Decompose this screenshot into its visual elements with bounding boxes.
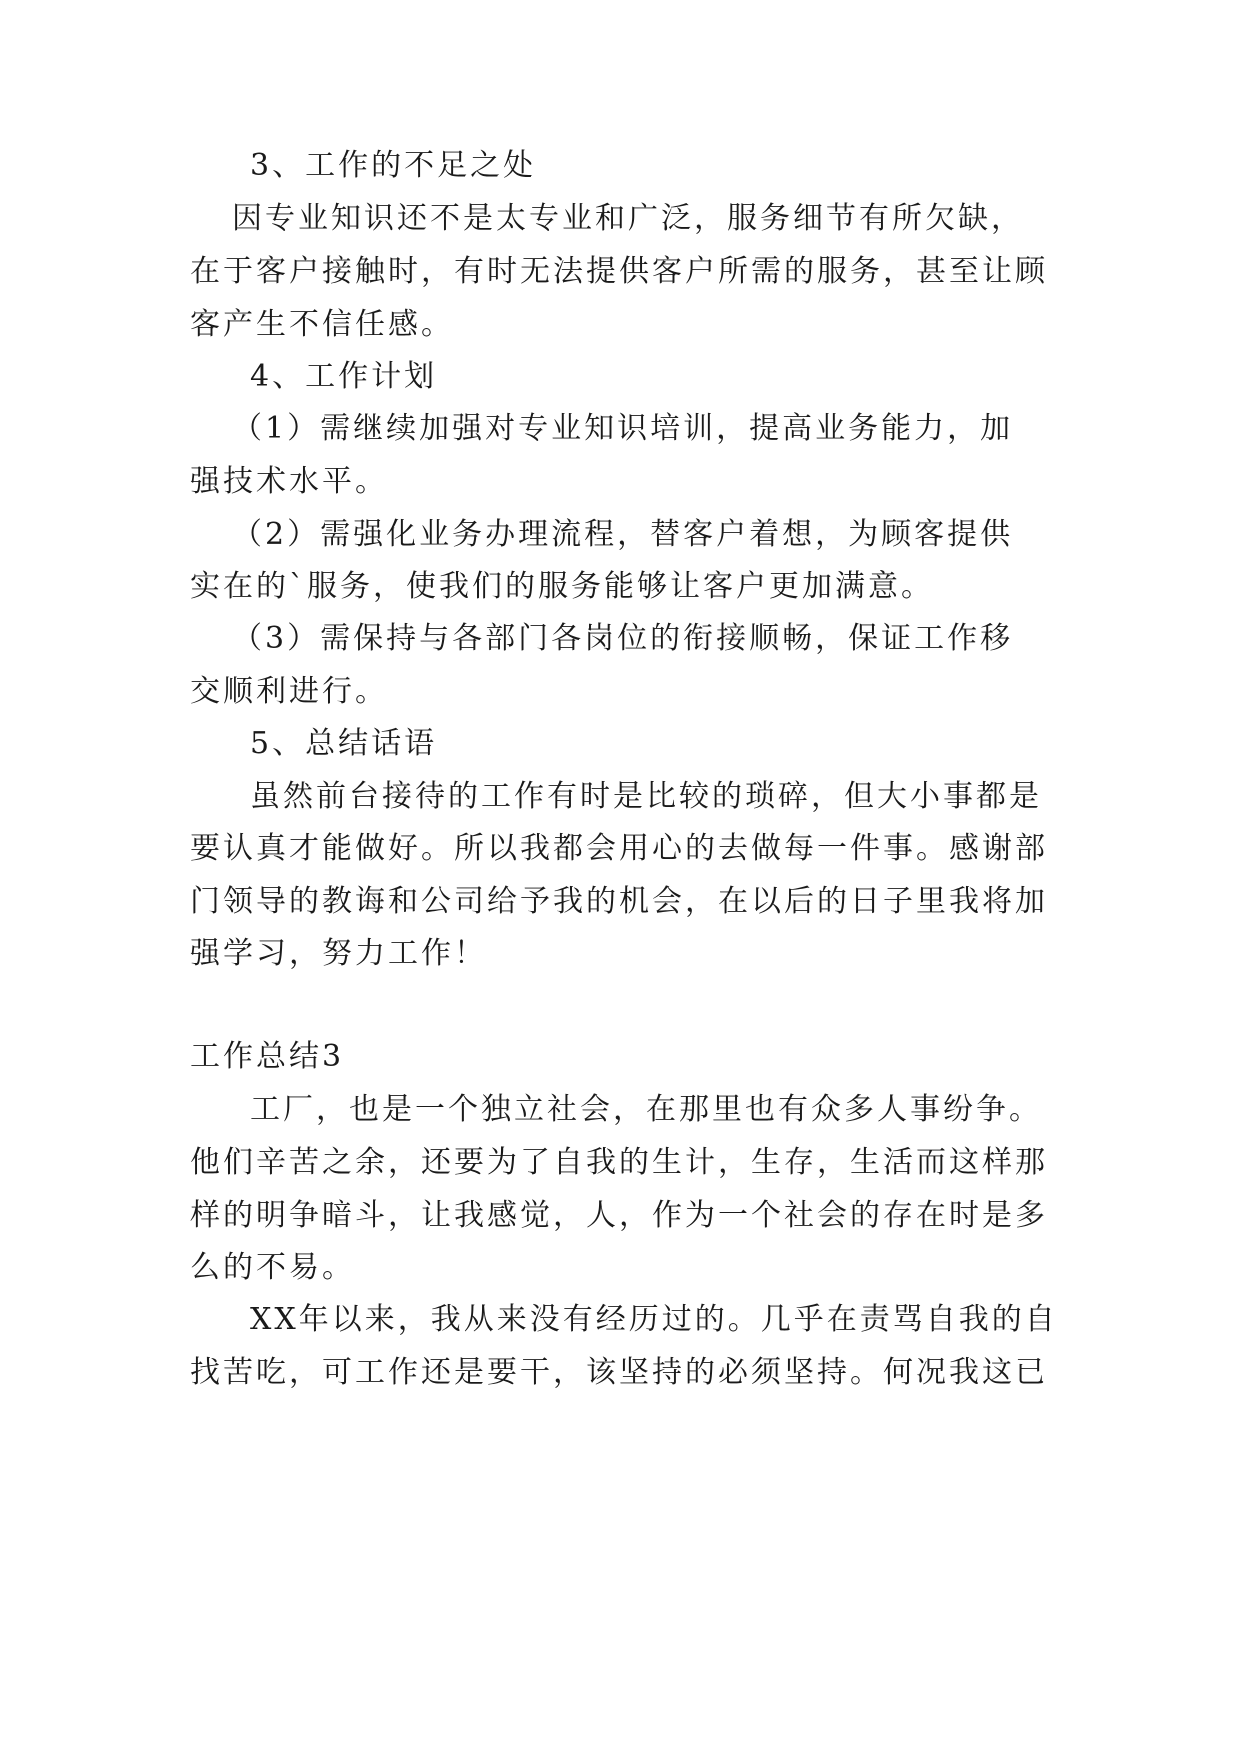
paragraph-line: 工厂，也是一个独立社会，在那里也有众多人事纷争。 [250, 1092, 1042, 1127]
paragraph-line: 交顺利进行。 [190, 674, 388, 709]
paragraph-line: 找苦吃，可工作还是要干，该坚持的必须坚持。何况我这已 [190, 1355, 1048, 1390]
section-title: 工作总结3 [190, 1039, 345, 1074]
paragraph-line: 么的不易。 [190, 1250, 355, 1285]
section-5-heading: 5、总结话语 [250, 726, 438, 761]
paragraph-line: （3）需保持与各部门各岗位的衔接顺畅，保证工作移 [232, 621, 1014, 656]
paragraph-line: 实在的`服务，使我们的服务能够让客户更加满意。 [190, 569, 934, 604]
paragraph-line: 虽然前台接待的工作有时是比较的琐碎，但大小事都是 [250, 779, 1042, 814]
paragraph-line: 客产生不信任感。 [190, 307, 454, 342]
paragraph-line: 强学习，努力工作！ [190, 936, 487, 971]
paragraph-line: 他们辛苦之余，还要为了自我的生计，生存，生活而这样那 [190, 1145, 1048, 1180]
paragraph-line: 门领导的教诲和公司给予我的机会，在以后的日子里我将加 [190, 884, 1048, 919]
section-4-heading: 4、工作计划 [250, 359, 438, 394]
paragraph-line: （2）需强化业务办理流程，替客户着想，为顾客提供 [232, 517, 1014, 552]
paragraph-line: 在于客户接触时，有时无法提供客户所需的服务，甚至让顾 [190, 254, 1048, 289]
paragraph-line: XX年以来，我从来没有经历过的。几乎在责骂自我的自 [250, 1302, 1058, 1337]
paragraph-line: （1）需继续加强对专业知识培训，提高业务能力，加 [232, 411, 1014, 446]
section-3-heading: 3、工作的不足之处 [250, 148, 537, 183]
paragraph-line: 要认真才能做好。所以我都会用心的去做每一件事。感谢部 [190, 831, 1048, 866]
paragraph-line: 因专业知识还不是太专业和广泛，服务细节有所欠缺， [232, 201, 1024, 236]
paragraph-line: 强技术水平。 [190, 464, 388, 499]
paragraph-line: 样的明争暗斗，让我感觉，人，作为一个社会的存在时是多 [190, 1198, 1048, 1233]
